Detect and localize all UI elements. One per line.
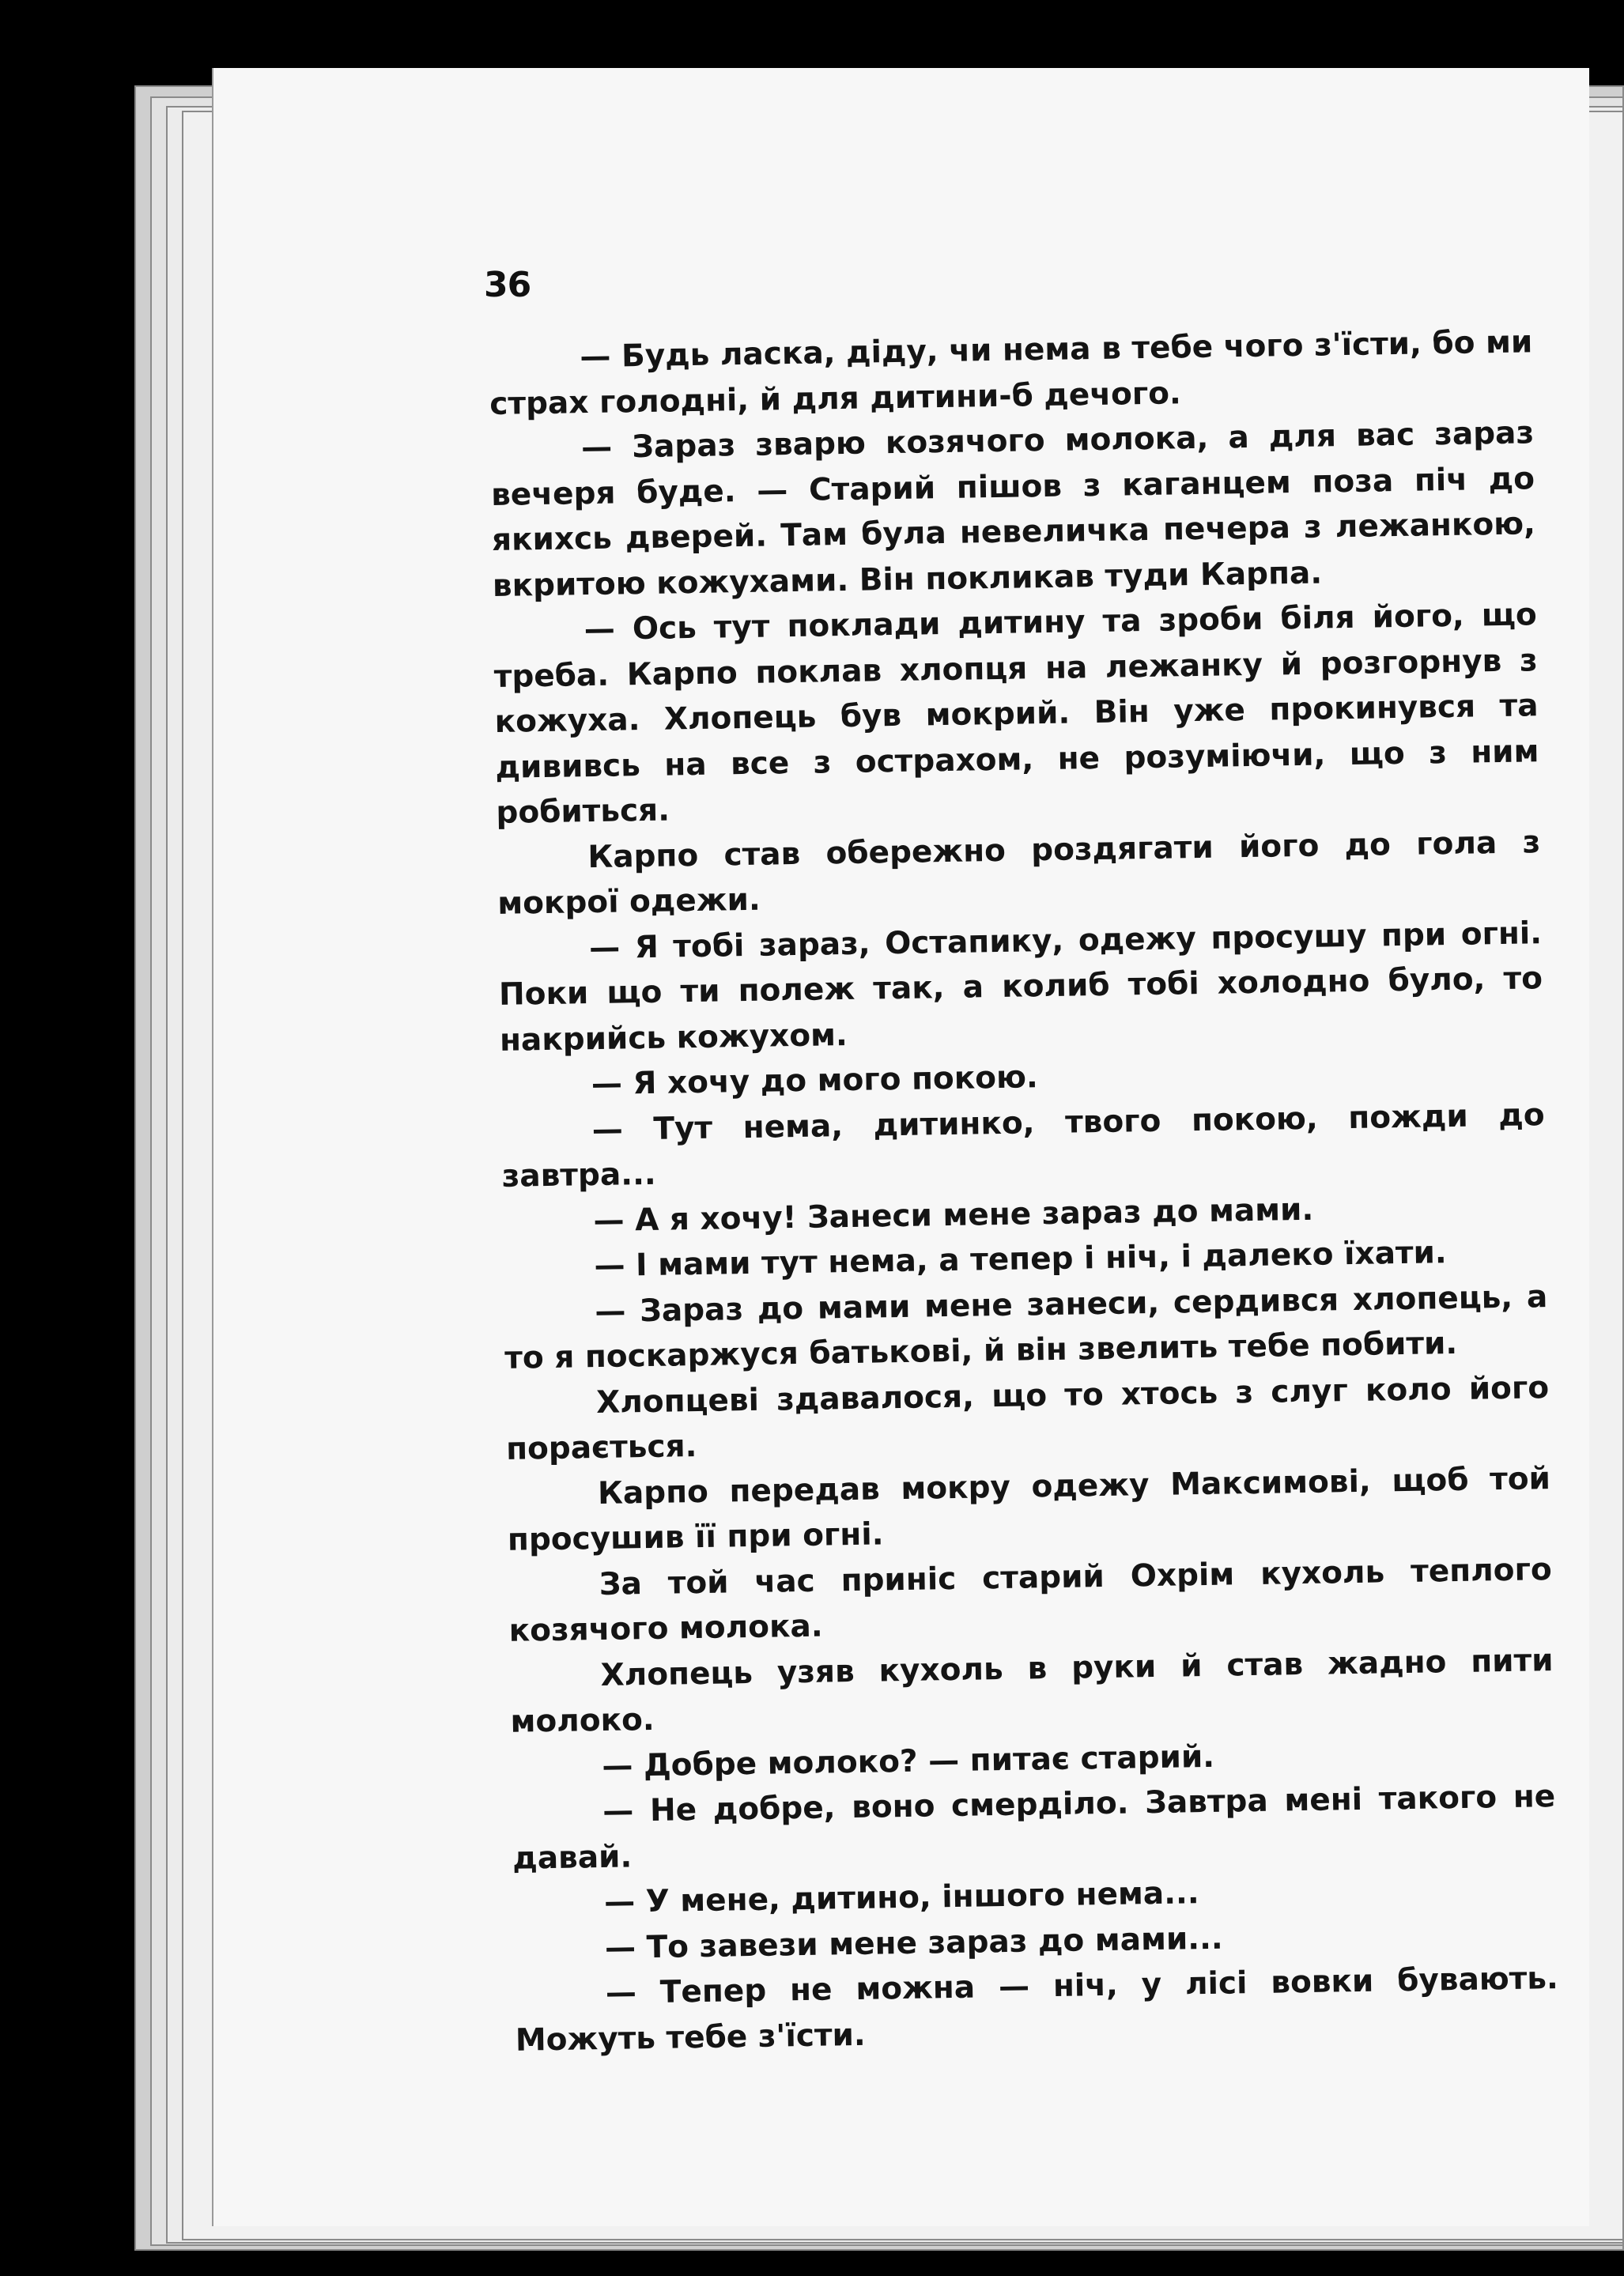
paragraph: — Ось тут поклади дитину та зроби біля його, що треба. Карпо поклав хлопця на лежанку й розгорнув з кожуха. Хлопець був мокрий. Він уже прокинувся та дививсь на все з острахом, не розуміючи, що з ним робиться. <box>493 597 1539 831</box>
paragraph: — Тут нема, дитинко, твого покою, пожди до завтра... <box>501 1096 1545 1195</box>
paragraph: Карпо передав мокру одежу Максимові, щоб той просушив її при огні. <box>507 1460 1551 1558</box>
paragraph: — То завези мене зараз до мами... <box>604 1920 1224 1966</box>
paragraph: Карпо став обережно роздягати його до гола з мокрої одежи. <box>497 824 1541 922</box>
paragraph: — Не добре, воно смерділо. Завтра мені такого не давай. <box>512 1779 1556 1877</box>
paragraph: За той час приніс старий Охрім кухоль теплого козячого молока. <box>508 1551 1553 1649</box>
paragraph: — Тепер не можна — ніч, у лісі вовки бувають. Можуть тебе з'їсти. <box>515 1961 1559 2059</box>
paragraph: — Добре молоко? — питає старий. <box>602 1738 1215 1784</box>
paragraph: — І мами тут нема, а тепер і ніч, і далеко їхати. <box>594 1235 1448 1285</box>
paragraph: — Я хочу до мого покою. <box>591 1059 1039 1103</box>
paragraph: — Зараз до мами мене занеси, сердився хлопець, а то я поскаржуся батькові, й він звелить тебе побити. <box>504 1278 1548 1376</box>
page-number: 36 <box>484 265 531 305</box>
paragraph: Хлопець узяв кухоль в руки й став жадно пити молоко. <box>510 1642 1554 1740</box>
paragraph: — У мене, дитино, іншого нема... <box>603 1875 1199 1920</box>
body-text <box>489 319 1559 2063</box>
paragraph: — Я тобі зараз, Остапику, одежу просушу при огні. Поки що ти полеж так, а колиб тобі холодно було, то накрийсь кожухом. <box>498 915 1543 1059</box>
paragraph: — А я хочу! Занеси мене зараз до мами. <box>593 1191 1314 1239</box>
paragraph: Хлопцеві здавалося, що то хтось з слуг коло його порається. <box>505 1369 1550 1467</box>
paragraph: — Зараз зварю козячого молока, а для вас зараз вечеря буде. — Старий пішов з каганцем поза піч до якихсь дверей. Там була невеличка печера з лежанкою, вкритою кожухами. Він покликав туди Карпа. <box>490 415 1536 604</box>
paragraph: — Будь ласка, діду, чи нема в тебе чого з'їсти, бо ми страх голодні, й для дитини-б дечого. <box>489 324 1533 422</box>
